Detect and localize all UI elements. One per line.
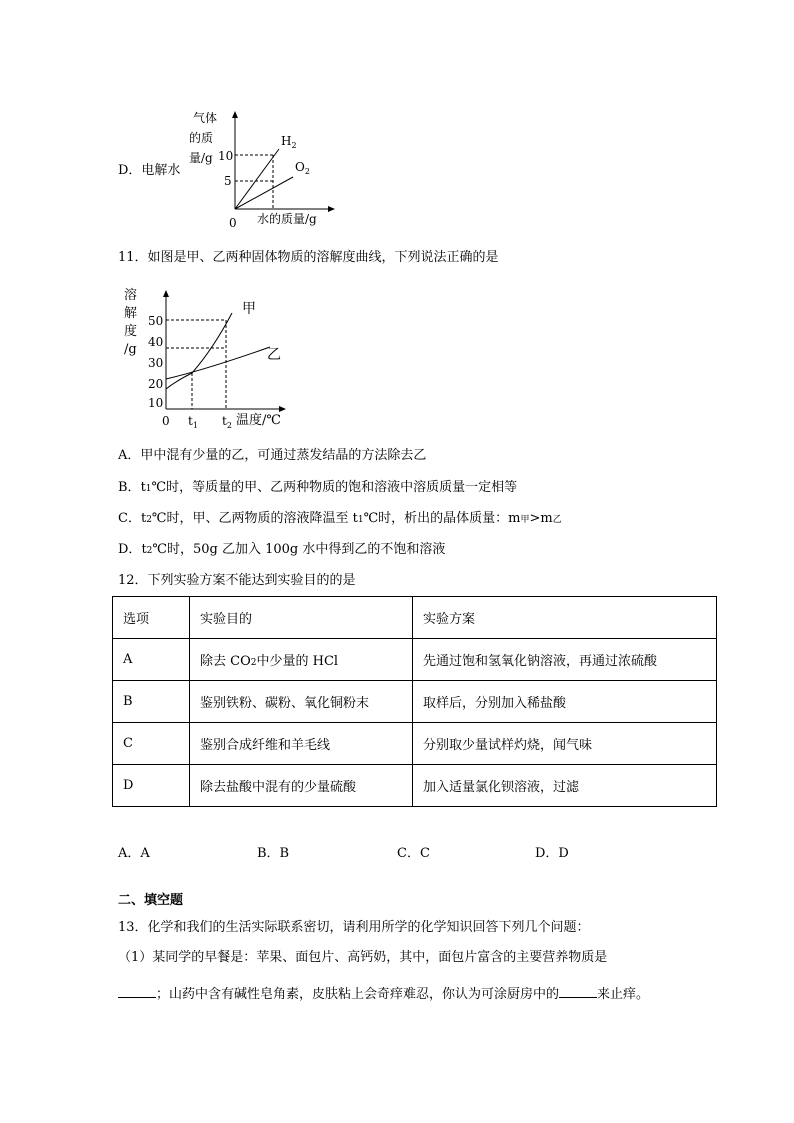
table-row	[113, 639, 717, 681]
q12-answer-c: C．C	[397, 846, 430, 861]
table-row	[113, 765, 717, 807]
table-header-row	[113, 597, 717, 639]
q11-option-a: A．甲中混有少量的乙，可通过蒸发结晶的方法除去乙	[118, 448, 427, 463]
y-axis-arrow	[232, 111, 238, 118]
h2-label: $H_2$	[281, 134, 297, 150]
x-tick-t1: $t_1$	[188, 414, 198, 430]
label-jia: 甲	[242, 301, 256, 317]
q13-stem: 13．化学和我们的生活实际联系密切，请利用所学的化学知识回答下列几个问题：	[118, 920, 590, 935]
row-goal: 除去盐酸中混有的少量硫酸	[190, 765, 413, 807]
y-tick-50: 50	[148, 314, 164, 328]
electrolysis-chart	[185, 105, 345, 230]
row-plan: 分别取少量试样灼烧，闻气味	[413, 723, 717, 765]
y-label-char4: /g	[124, 342, 137, 357]
row-plan: 取样后，分别加入稀盐酸	[413, 681, 717, 723]
o2-line	[235, 177, 293, 209]
y-label-char2: 解	[124, 306, 138, 321]
y-axis-label-line3: 量/g	[189, 151, 213, 165]
y-tick-20: 20	[148, 377, 164, 391]
x-tick-t2: $t_2$	[222, 414, 232, 430]
row-option: D	[113, 765, 190, 807]
y-label-char3: 度	[124, 324, 138, 339]
experiment-table	[112, 596, 717, 807]
section-title: 二、填空题	[118, 893, 184, 908]
q11-stem: 11．如图是甲、乙两种固体物质的溶解度曲线，下列说法正确的是	[118, 250, 499, 265]
header-goal: 实验目的	[190, 597, 413, 639]
header-plan: 实验方案	[413, 597, 717, 639]
y-tick-5: 5	[224, 174, 232, 188]
curve-jia	[166, 313, 232, 389]
y-tick-10: 10	[148, 396, 164, 410]
y-axis-label-line1: 气体	[193, 111, 218, 125]
curve-yi	[166, 347, 270, 379]
row-goal: 鉴别合成纤维和羊毛线	[190, 723, 413, 765]
q12-answer-b: B．B	[257, 846, 290, 861]
table-row	[113, 681, 717, 723]
answer-blank-1[interactable]	[118, 984, 156, 998]
y-axis-label-line2: 的质	[189, 131, 214, 145]
row-goal: 除去 CO2中少量的 HCl	[190, 639, 413, 681]
h2-line	[235, 149, 279, 209]
q12-stem: 12．下列实验方案不能达到实验目的的是	[118, 573, 356, 588]
q13-part1-line1: （1）某同学的早餐是：苹果、面包片、高钙奶，其中，面包片富含的主要营养物质是	[118, 950, 608, 965]
y-tick-40: 40	[148, 335, 164, 349]
y-axis-arrow	[163, 290, 169, 297]
header-option: 选项	[113, 597, 190, 639]
row-goal: 鉴别铁粉、碳粉、氧化铜粉末	[190, 681, 413, 723]
q12-answer-d: D．D	[535, 846, 569, 861]
y-label-char1: 溶	[124, 288, 138, 303]
origin-label: 0	[162, 414, 170, 428]
row-plan: 加入适量氯化钡溶液，过滤	[413, 765, 717, 807]
q11-option-b: B．t1℃时，等质量的甲、乙两种物质的饱和溶液中溶质质量一定相等	[118, 480, 518, 495]
x-axis-arrow	[279, 406, 286, 412]
x-axis-label: 水的质量/g	[257, 212, 317, 226]
y-tick-10: 10	[218, 149, 234, 163]
q12-answer-a: A．A	[118, 846, 150, 861]
y-tick-30: 30	[148, 356, 164, 370]
answer-blank-2[interactable]	[559, 984, 597, 998]
q11-option-c: C．t2℃时，甲、乙两物质的溶液降温至 t1℃时，析出的晶体质量：m甲>m乙	[118, 511, 562, 526]
row-option: C	[113, 723, 190, 765]
origin-label: 0	[229, 216, 237, 230]
x-axis-label: 温度/℃	[236, 413, 281, 428]
solubility-chart	[118, 283, 298, 433]
label-yi: 乙	[267, 347, 281, 363]
q11-option-d: D．t2℃时，50g 乙加入 100g 水中得到乙的不饱和溶液	[118, 542, 446, 557]
table-row	[113, 723, 717, 765]
row-option: B	[113, 681, 190, 723]
x-axis-arrow	[328, 206, 335, 212]
row-option: A	[113, 639, 190, 681]
q13-part1-line2: ；山药中含有碱性皂角素，皮肤粘上会奇痒难忍，你认为可涂厨房中的 来止痒。	[118, 984, 649, 1003]
o2-label: $O_2$	[295, 160, 310, 176]
row-plan: 先通过饱和氢氧化钠溶液，再通过浓硫酸	[413, 639, 717, 681]
option-d-label: D．电解水	[118, 163, 181, 178]
